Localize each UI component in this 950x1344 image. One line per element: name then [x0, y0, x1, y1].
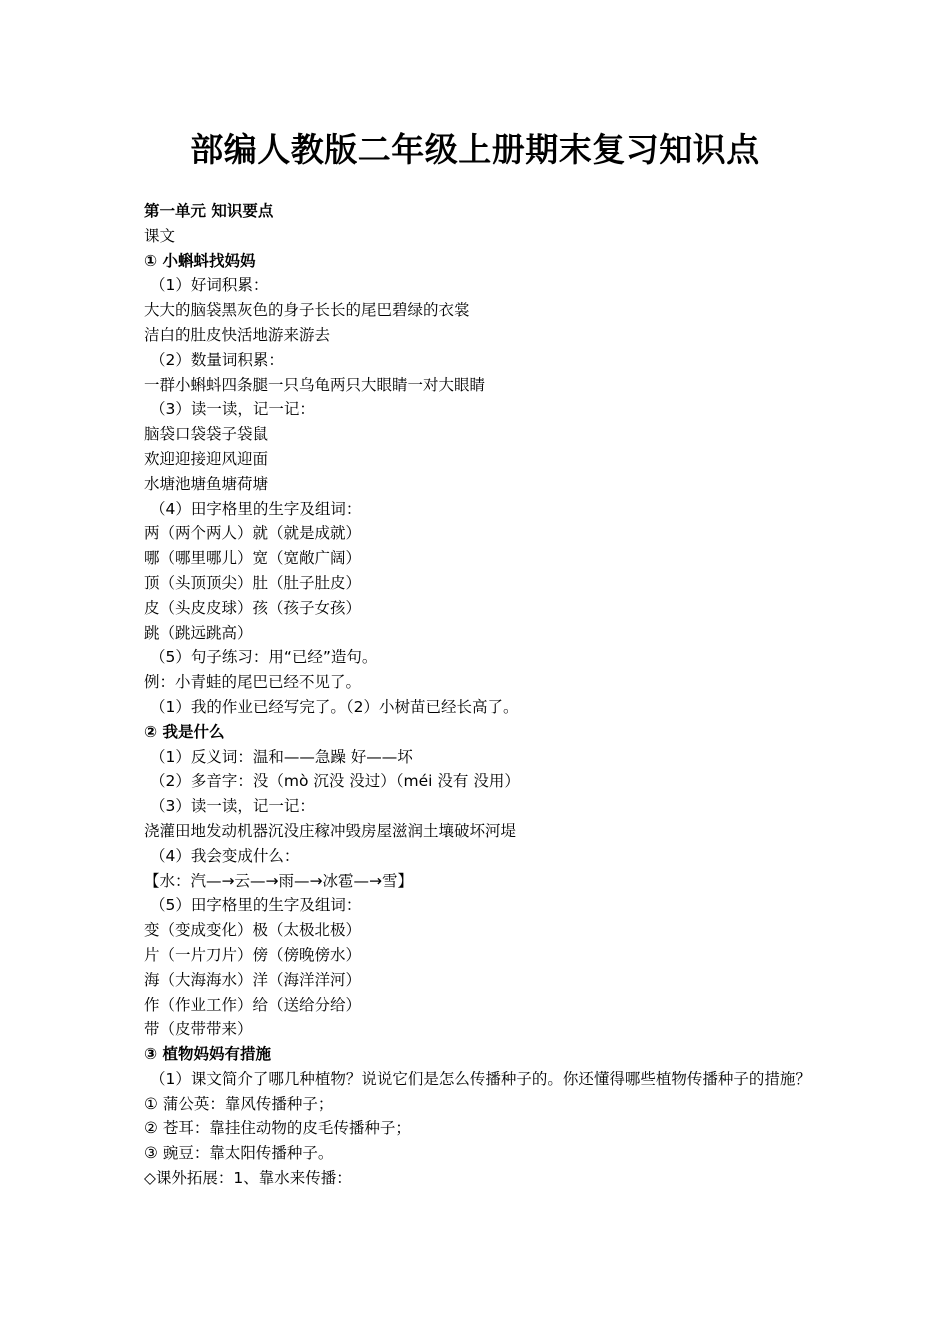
text-line: 跳（跳远跳高）	[144, 623, 253, 642]
text-line: 皮（头皮皮球）孩（孩子女孩）	[144, 598, 362, 617]
section-heading: ③ 植物妈妈有措施	[144, 1045, 272, 1064]
document-title: 部编人教版二年级上册期末复习知识点	[190, 130, 760, 169]
text-line: 脑袋口袋袋子袋鼠	[144, 425, 269, 444]
text-line: （5）田字格里的生字及组词：	[150, 896, 362, 915]
text-line: 哪（哪里哪儿）宽（宽敞广阔）	[144, 549, 362, 568]
text-line: 大大的脑袋黑灰色的身子长长的尾巴碧绿的衣裳	[144, 301, 470, 320]
text-line: 一群小蝌蚪四条腿一只乌龟两只大眼睛一对大眼睛	[144, 375, 486, 394]
text-line: （3）读一读，记一记：	[150, 400, 315, 419]
text-line: （2）多音字：没（mò 沉没 没过）（méi 没有 没用）	[150, 772, 520, 791]
text-line: 带（皮带带来）	[144, 1020, 253, 1039]
text-line: 海（大海海水）洋（海洋洋河）	[144, 970, 362, 989]
document-body	[144, 199, 814, 1191]
text-line: （4）田字格里的生字及组词：	[150, 499, 362, 518]
text-line: ① 蒲公英：靠风传播种子；	[144, 1094, 334, 1113]
text-line: 水塘池塘鱼塘荷塘	[144, 474, 269, 493]
section-heading: ① 小蝌蚪找妈妈	[144, 251, 256, 270]
text-line: 顶（头顶顶尖）肚（肚子肚皮）	[144, 573, 362, 592]
text-line: （2）数量词积累：	[150, 350, 284, 369]
text-line: （3）读一读，记一记：	[150, 797, 315, 816]
text-line: 【水：汽—→云—→雨—→冰雹—→雪】	[144, 871, 413, 890]
text-line: （1）好词积累：	[150, 276, 269, 295]
text-line: 两（两个两人）就（就是成就）	[144, 524, 362, 543]
text-line: （5）句子练习：用“已经”造句。	[150, 648, 378, 667]
text-line: 片（一片刀片）傍（傍晚傍水）	[144, 945, 362, 964]
text-line: 欢迎迎接迎风迎面	[144, 449, 269, 468]
text-line: （1）我的作业已经写完了。（2）小树苗已经长高了。	[150, 697, 519, 716]
text-line: ◇课外拓展：1、靠水来传播：	[144, 1169, 352, 1188]
text-line: 变（变成变化）极（太极北极）	[144, 921, 362, 940]
text-line: 例：小青蛙的尾巴已经不见了。	[144, 673, 362, 692]
text-line: ③ 豌豆：靠太阳传播种子。	[144, 1144, 334, 1163]
text-line: （1）课文简介了哪几种植物？说说它们是怎么传播种子的。你还懂得哪些植物传播种子的措施？	[150, 1069, 811, 1088]
section-heading: ② 我是什么	[144, 722, 225, 741]
text-line: （4）我会变成什么：	[150, 846, 300, 865]
text-line: 浇灌田地发动机器沉没庄稼冲毁房屋滋润土壤破坏河堤	[144, 821, 517, 840]
text-line: 洁白的肚皮快活地游来游去	[144, 325, 331, 344]
text-line: 作（作业工作）给（送给分给）	[144, 995, 362, 1014]
section-heading: 第一单元 知识要点	[144, 202, 274, 220]
text-line: ② 苍耳：靠挂住动物的皮毛传播种子；	[144, 1119, 411, 1138]
text-line: 课文	[144, 226, 176, 245]
text-line: （1）反义词：温和——急躁 好——坏	[150, 747, 413, 766]
